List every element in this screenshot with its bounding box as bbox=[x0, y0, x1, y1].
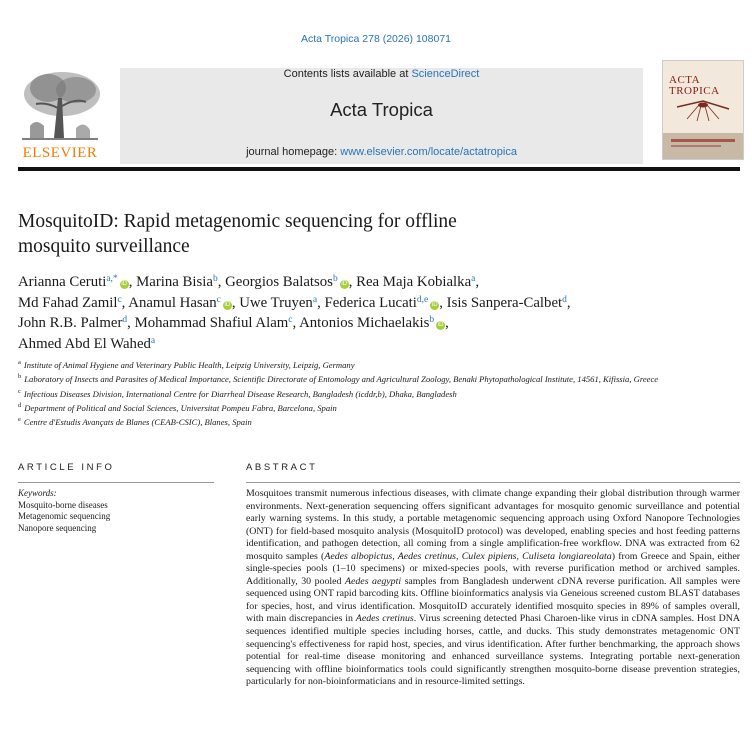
orcid-icon[interactable]: iD bbox=[121, 281, 128, 287]
article-title-line1: MosquitoID: Rapid metagenomic sequencing for offline bbox=[18, 211, 457, 232]
affiliation bbox=[18, 357, 678, 371]
author-name[interactable]: Federica Lucati bbox=[324, 294, 417, 311]
author-separator: , bbox=[566, 294, 571, 311]
author-name[interactable]: Uwe Truyen bbox=[239, 294, 313, 311]
author[interactable] bbox=[225, 274, 356, 290]
author-separator: , bbox=[127, 315, 135, 331]
author-name[interactable]: Mohammad Shafiul Alam bbox=[134, 315, 289, 331]
author-name[interactable]: Rea Maja Kobialka bbox=[356, 274, 472, 290]
affiliation-marker: d bbox=[18, 402, 22, 410]
author-name[interactable]: Md Fahad Zamil bbox=[18, 294, 118, 311]
elsevier-wordmark: ELSEVIER bbox=[22, 145, 98, 161]
orcid-icon[interactable]: iD bbox=[431, 301, 438, 308]
article-info-rule bbox=[18, 482, 214, 483]
author-name[interactable]: Georgios Balatsos bbox=[225, 274, 333, 290]
homepage-prefix: journal homepage: bbox=[246, 146, 341, 158]
orcid-icon[interactable]: iD bbox=[224, 301, 231, 308]
author-separator: , bbox=[128, 274, 137, 290]
article-info-heading: ARTICLE INFO bbox=[18, 462, 115, 473]
author-name[interactable]: Marina Bisia bbox=[136, 274, 213, 290]
author[interactable] bbox=[447, 295, 571, 311]
author[interactable] bbox=[135, 315, 300, 331]
author-name[interactable]: Isis Sanpera-Calbet bbox=[446, 294, 563, 311]
journal-title: Acta Tropica bbox=[330, 99, 433, 120]
author[interactable] bbox=[18, 315, 135, 331]
author-affiliation-marker[interactable]: c bbox=[288, 315, 293, 325]
contents-prefix: Contents lists available at bbox=[283, 68, 412, 80]
author-affiliation-marker[interactable]: b bbox=[429, 315, 435, 325]
author-separator: , bbox=[217, 274, 226, 290]
affiliation-text: Institute of Animal Hygiene and Veterinary Public Health, Leipzig University, Leipzig, Germany bbox=[23, 359, 355, 370]
journal-banner bbox=[120, 68, 643, 164]
keywords-block bbox=[18, 488, 218, 534]
keyword-item: Mosquito-borne diseases bbox=[18, 499, 108, 510]
author-list bbox=[18, 272, 698, 354]
author[interactable] bbox=[18, 336, 155, 352]
author-name[interactable]: Ahmed Abd El Wahed bbox=[18, 335, 151, 352]
author-name[interactable]: John R.B. Palmer bbox=[18, 315, 123, 331]
affiliation bbox=[18, 386, 678, 400]
article-title bbox=[18, 209, 618, 259]
author-name[interactable]: Anamul Hasan bbox=[128, 294, 217, 311]
affiliation-marker: e bbox=[18, 416, 21, 424]
abstract-part: . Virus screening detected Phasi Charoen-like virus in cDNA samples. Host DNA sequences identified multiple species including horses, cattle, and ducks. This study demonstrates metagenomic ONT sequencing's effectiveness for rapid host, species, and virus identification. After further benchmarking, the approach shows potential for real-time disease monitoring and enhanced surveillance systems. Integrating portable next-generation sequencing with offline bioinformatics tools could significantly strengthen mosquito-borne disease prevention strategies, particularly for non-bioinformaticians and in resource-limited settings. bbox=[246, 613, 740, 688]
elsevier-tree-icon bbox=[18, 68, 102, 146]
author[interactable] bbox=[356, 274, 479, 290]
affiliation-text: Department of Political and Social Sciences, Universitat Pompeu Fabra, Barcelona, Spain bbox=[24, 402, 337, 413]
author-name[interactable]: Arianna Ceruti bbox=[18, 274, 107, 290]
contents-line bbox=[120, 68, 643, 80]
affiliation bbox=[18, 371, 678, 385]
affiliation-marker: a bbox=[18, 359, 21, 366]
abstract-heading: ABSTRACT bbox=[246, 462, 318, 473]
author-affiliation-marker[interactable]: d,e bbox=[416, 294, 429, 305]
article-title-line2: mosquito surveillance bbox=[18, 236, 190, 257]
author[interactable] bbox=[136, 274, 225, 290]
sciencedirect-link[interactable]: ScienceDirect bbox=[411, 68, 480, 80]
author-affiliation-marker[interactable]: a bbox=[312, 294, 318, 305]
cover-art-icon bbox=[663, 61, 743, 159]
author-separator: , bbox=[231, 294, 240, 311]
abstract-part: Mosquitoes transmit numerous infectious diseases, with climate change expanding their global distribution through warmer environments. Next-generation sequencing offers significant advantages for mosquito genomic surveillance and potential early warning systems. In this study, a portable metagenomic sequencing approach using Oxford Nanopore Technologies (ONT) for field-based mosquito analysis (MosquitoID protocol) was developed, enabling species and host feeding patterns identification, and pathogen detection, all coming from a single amplification-free workflow. DNA was extracted from 62 mosquito samples ( bbox=[246, 488, 740, 562]
journal-header bbox=[18, 60, 740, 170]
orcid-icon[interactable]: iD bbox=[341, 281, 348, 287]
author-separator: , bbox=[445, 315, 449, 331]
abstract-species: Aedes aegypti bbox=[344, 575, 402, 587]
affiliation-list bbox=[18, 357, 678, 429]
author-affiliation-marker[interactable]: a bbox=[150, 335, 156, 346]
author-separator: , bbox=[121, 294, 129, 311]
affiliation-text: Infectious Diseases Division, International Centre for Diarrheal Disease Research, Bangladesh (icddr,b), Dhaka, Bangladesh bbox=[23, 388, 457, 399]
journal-citation[interactable]: Acta Tropica 278 (2026) 108071 bbox=[300, 33, 452, 45]
abstract-part: samples from Bangladesh underwent cDNA reverse purification. All samples were sequenced using ONT rapid barcoding kits. Offline bioinformatics analysis via Geneious screened custom BLAST databases for species, host, and virus identification. MosquitoID accurately identified mosquito species in 89% of samples overall, with main discrepancies in bbox=[246, 575, 741, 625]
keywords-label: Keywords: bbox=[18, 488, 57, 498]
cover-title-line2: TROPICA bbox=[669, 85, 720, 97]
keyword-item: Metagenomic sequencing bbox=[18, 511, 111, 521]
affiliation bbox=[18, 414, 678, 428]
author[interactable] bbox=[324, 295, 446, 311]
abstract-text bbox=[246, 488, 740, 689]
orcid-icon[interactable]: iD bbox=[437, 322, 444, 328]
affiliation-marker: b bbox=[18, 373, 22, 381]
homepage-line bbox=[120, 146, 643, 158]
author-name[interactable]: Antonios Michaelakis bbox=[299, 315, 430, 331]
author-separator: , bbox=[439, 294, 447, 311]
author[interactable] bbox=[18, 295, 128, 311]
keyword-item: Nanopore sequencing bbox=[18, 522, 97, 533]
author-affiliation-marker[interactable]: c bbox=[117, 294, 122, 305]
author-affiliation-marker[interactable]: d bbox=[122, 315, 128, 325]
author-affiliation-marker[interactable]: a bbox=[471, 274, 476, 284]
abstract-rule bbox=[246, 482, 740, 483]
header-rule bbox=[18, 167, 740, 171]
author-affiliation-marker[interactable]: b bbox=[212, 274, 218, 284]
homepage-link[interactable]: www.elsevier.com/locate/actatropica bbox=[340, 146, 517, 158]
abstract-species: Aedes cretinus bbox=[355, 613, 414, 625]
author-affiliation-marker[interactable]: c bbox=[216, 294, 221, 305]
abstract-species-list: Aedes albopictus, Aedes cretinus, Culex pipiens, Culiseta longiareolata bbox=[324, 550, 612, 562]
author-separator: , bbox=[317, 294, 325, 311]
affiliation bbox=[18, 400, 678, 414]
author-separator: , bbox=[475, 274, 480, 290]
author[interactable] bbox=[299, 315, 449, 331]
author[interactable] bbox=[239, 295, 324, 311]
elsevier-logo[interactable] bbox=[18, 68, 102, 164]
affiliation-text: Laboratory of Insects and Parasites of Medical Importance, Scientific Directorate of Entomology and Agricultural Zoology, Benaki Phytopathological Institute, 14561, Kifissia, Greece bbox=[24, 374, 659, 385]
author[interactable] bbox=[18, 274, 136, 290]
affiliation-marker: c bbox=[18, 387, 21, 395]
author-affiliation-marker[interactable]: b bbox=[332, 274, 338, 284]
cover-title-line1: ACTA bbox=[669, 74, 701, 86]
author-affiliation-marker[interactable]: a,* bbox=[106, 274, 118, 284]
journal-cover-thumbnail[interactable] bbox=[662, 60, 744, 160]
author-affiliation-marker[interactable]: d bbox=[562, 294, 567, 305]
affiliation-text: Centre d'Estudis Avançats de Blanes (CEAB-CSIC), Blanes, Spain bbox=[23, 417, 252, 428]
author[interactable] bbox=[128, 295, 239, 311]
author-separator: , bbox=[292, 315, 300, 331]
abstract-part: ) from Greece and Spain, either single-species pools (1–10 specimens) or mixed-species pools, with reverse purification method or archived samples. Additionally, 30 pooled bbox=[246, 550, 740, 587]
author-separator: , bbox=[348, 274, 357, 290]
